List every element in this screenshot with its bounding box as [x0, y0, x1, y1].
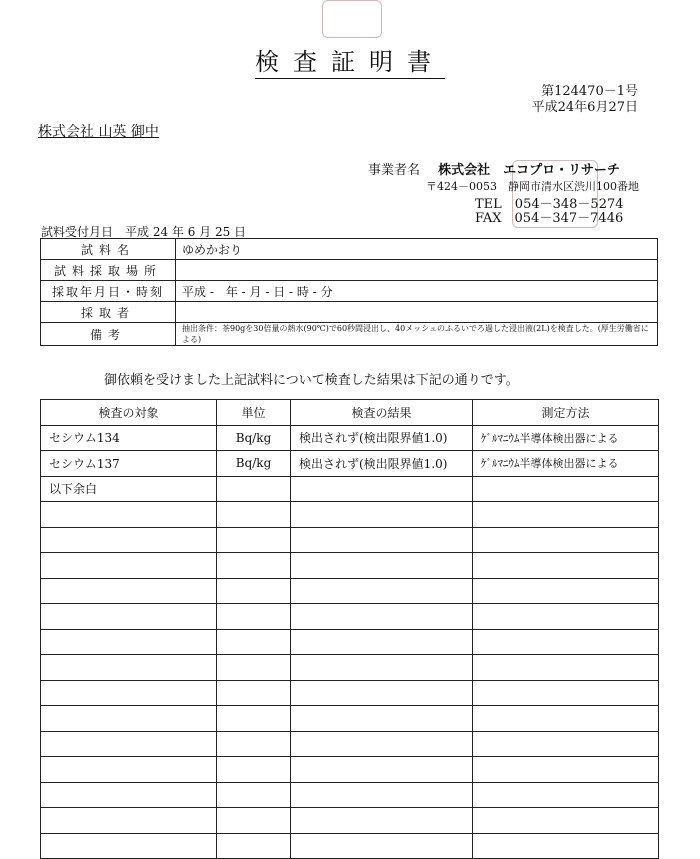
info-value [176, 302, 658, 323]
result-method [473, 476, 659, 502]
table-row [41, 323, 658, 346]
info-value: 平成 - 年 - 月 - 日 - 時 - 分 [176, 281, 658, 302]
info-label: 試料名 [41, 239, 176, 260]
table-row [41, 604, 659, 630]
info-label: 備考 [41, 323, 176, 346]
issuer-address: 〒424－0053 静岡市清水区渋川100番地 [426, 180, 639, 193]
table-row [41, 502, 659, 528]
table-row [41, 302, 658, 323]
info-label: 採取年月日・時刻 [41, 281, 176, 302]
table-row [41, 527, 659, 553]
table-header-row [41, 400, 659, 426]
table-row [41, 260, 658, 281]
table-row [41, 451, 659, 477]
issuer-label: 事業者名 [368, 163, 421, 178]
column-header: 検査の対象 [41, 400, 217, 426]
sample-info-table [40, 238, 658, 346]
top-seal-stamp [322, 0, 382, 38]
results-table [40, 399, 659, 859]
table-row [41, 239, 658, 260]
result-unit [217, 476, 291, 502]
result-target: 以下余白 [41, 476, 217, 502]
result-target: セシウム137 [41, 451, 217, 477]
table-row [41, 655, 659, 681]
table-row [41, 476, 659, 502]
document-title: 検査証明書 [0, 42, 700, 77]
result-unit: Bq/kg [217, 451, 291, 477]
table-row [41, 731, 659, 757]
table-row [41, 680, 659, 706]
info-value: ゆめかおり [176, 239, 658, 260]
column-header: 測定方法 [473, 400, 659, 426]
result-value: 検出されず(検出限界値1.0) [291, 451, 473, 477]
document-number: 第124470－1号 [541, 84, 638, 99]
table-row [41, 833, 659, 859]
table-row [41, 757, 659, 783]
result-method: ｹﾞﾙﾏﾆｳﾑ半導体検出器による [473, 425, 659, 451]
table-row [41, 425, 659, 451]
issue-date: 平成24年6月27日 [531, 100, 638, 115]
table-row [41, 553, 659, 579]
table-row [41, 281, 658, 302]
column-header: 単位 [217, 400, 291, 426]
addressee: 株式会社 山英 御中 [38, 124, 159, 140]
issuer-fax: FAX 054－347－7446 [475, 211, 624, 226]
result-method: ｹﾞﾙﾏﾆｳﾑ半導体検出器による [473, 451, 659, 477]
issuer-line [368, 159, 620, 178]
table-row [41, 578, 659, 604]
info-label: 試料採取場所 [41, 260, 176, 281]
table-row [41, 706, 659, 732]
issuer-tel: TEL 054－348－5274 [475, 197, 624, 212]
result-target: セシウム134 [41, 425, 217, 451]
result-value [291, 476, 473, 502]
table-row [41, 808, 659, 834]
document-number-block [532, 84, 638, 116]
result-unit: Bq/kg [217, 425, 291, 451]
table-row [41, 782, 659, 808]
info-label: 採取者 [41, 302, 176, 323]
column-header: 検査の結果 [291, 400, 473, 426]
received-date: 試料受付月日 平成 24 年 6 月 25 日 [41, 225, 247, 239]
issuer-name: 株式会社 エコプロ・リサーチ [438, 163, 620, 178]
table-row [41, 629, 659, 655]
result-value: 検出されず(検出限界値1.0) [291, 425, 473, 451]
info-value [176, 260, 658, 281]
info-value: 抽出条件：茶90gを30倍量の熱水(90℃)で60秒間浸出し、40メッシュのふるいでろ過した浸出液(2L)を検査した。(厚生労働省による) [176, 323, 658, 346]
notice-text: 御依頼を受けました上記試料について検査した結果は下記の通りです。 [104, 373, 519, 388]
